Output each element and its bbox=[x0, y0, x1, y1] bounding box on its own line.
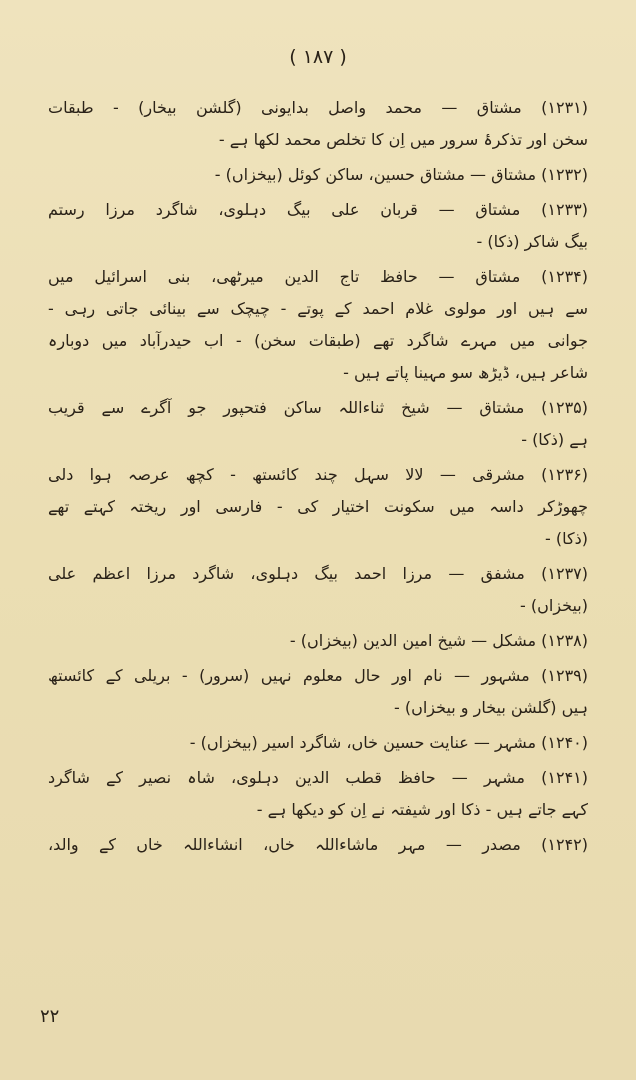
text-line: (ذکا) - bbox=[545, 529, 588, 548]
text-line: (۱۲۴۱) مشہر — حافظ قطب الدین دہلوی، شاہ نصیر کے شاگرد bbox=[48, 768, 588, 787]
text-line: جوانی میں مہرے شاگرد تھے (طبقات سخن) - اب حیدرآباد میں دوبارہ bbox=[48, 331, 588, 350]
text-line: (۱۲۳۸) مشکل — شیخ امین الدین (بیخزاں) - bbox=[289, 631, 588, 650]
text-line: (۱۲۴۰) مشہر — عنایت حسین خاں، شاگرد اسیر (بیخزاں) - bbox=[189, 733, 588, 752]
text-line: (۱۲۳۳) مشتاق — قربان علی بیگ دہلوی، شاگرد مرزا رستم bbox=[48, 200, 588, 219]
text-line: (۱۲۴۲) مصدر — مہر ماشاءاللہ خاں، انشاءاللہ خاں کے والد، bbox=[48, 835, 588, 854]
text-line: شاعر ہیں، ڈیڑھ سو مہینا پاتے ہیں - bbox=[343, 363, 588, 382]
text-line: کہے جاتے ہیں - ذکا اور شیفتہ نے اِن کو دیکھا ہے - bbox=[256, 800, 588, 819]
text-line: (۱۲۳۲) مشتاق — مشتاق حسین، ساکن کوئل (بیخزاں) - bbox=[214, 165, 588, 184]
text-line: سے ہیں اور مولوی غلام احمد کے پوتے - چیچک سے بینائی جاتی رہی - bbox=[48, 299, 588, 318]
text-line: (۱۲۳۵) مشتاق — شیخ ثناءاللہ ساکن فتحپور جو آگرے سے قریب bbox=[48, 398, 588, 417]
text-line: (بیخزاں) - bbox=[520, 596, 588, 615]
text-line: ہے (ذکا) - bbox=[521, 430, 588, 449]
text-line: (۱۲۳۷) مشفق — مرزا احمد بیگ دہلوی، شاگرد مرزا اعظم علی bbox=[48, 564, 588, 583]
text-line: ہیں (گلشن بیخار و بیخزاں) - bbox=[393, 698, 588, 717]
text-line: سخن اور تذکرۂ سرور میں اِن کا تخلص محمد لکھا ہے - bbox=[218, 130, 588, 149]
text-line: (۱۲۳۱) مشتاق — محمد واصل بدایونی (گلشن بیخار) - طبقات bbox=[48, 98, 588, 117]
text-line: (۱۲۳۴) مشتاق — حافظ تاج الدین میرٹھی، بنی اسرائیل میں bbox=[48, 267, 588, 286]
signature-mark: ۲۲ bbox=[40, 1006, 60, 1027]
text-line: چھوڑکر داسہ میں سکونت اختیار کی - فارسی اور ریختہ کہتے تھے bbox=[48, 497, 588, 516]
text-line: (۱۲۳۹) مشہور — نام اور حال معلوم نہیں (سرور) - بریلی کے کائستھ bbox=[48, 666, 588, 685]
text-line: بیگ شاکر (ذکا) - bbox=[476, 232, 588, 251]
page-body bbox=[48, 92, 588, 861]
page-number: ( ۱۸۷ ) bbox=[289, 46, 347, 68]
text-line: (۱۲۳۶) مشرقی — لالا سہل چند کائستھ - کچھ عرصہ ہوا دلی bbox=[48, 465, 588, 484]
